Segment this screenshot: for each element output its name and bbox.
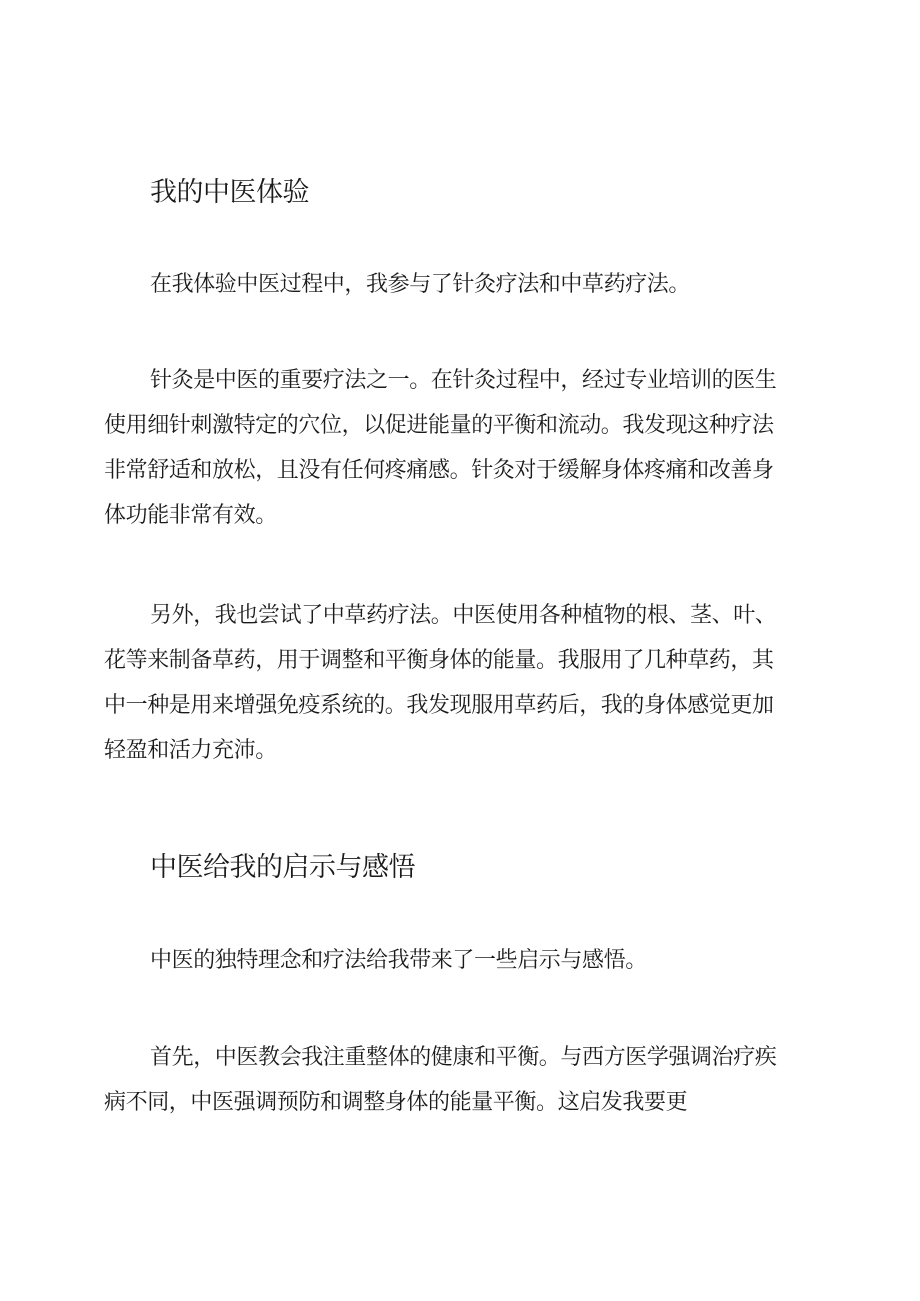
paragraph-line: 非常舒适和放松，且没有任何疼痛感。针灸对于缓解身体疼痛和改善身 (104, 458, 774, 483)
paragraph-first-point (104, 1035, 824, 1125)
paragraph-line: 针灸是中医的重要疗法之一。在针灸过程中，经过专业培训的医生 (150, 368, 777, 393)
paragraph-line: 中医的独特理念和疗法给我带来了一些启示与感悟。 (150, 948, 647, 973)
paragraph-line: 花等来制备草药，用于调整和平衡身体的能量。我服用了几种草药，其 (104, 648, 774, 673)
paragraph-line: 使用细针刺激特定的穴位，以促进能量的平衡和流动。我发现这种疗法 (104, 413, 774, 438)
paragraph-line: 轻盈和活力充沛。 (104, 738, 277, 763)
paragraph-line: 病不同，中医强调预防和调整身体的能量平衡。这启发我要更 (104, 1090, 688, 1115)
paragraph-line: 另外，我也尝试了中草药疗法。中医使用各种植物的根、茎、叶、 (150, 603, 777, 628)
paragraph-herbal-medicine (104, 593, 824, 773)
paragraph-line: 体功能非常有效。 (104, 503, 277, 528)
paragraph-intro (104, 262, 824, 307)
paragraph-acupuncture (104, 358, 824, 538)
paragraph-line: 首先，中医教会我注重整体的健康和平衡。与西方医学强调治疗疾 (150, 1045, 777, 1070)
paragraph-line: 在我体验中医过程中，我参与了针灸疗法和中草药疗法。 (150, 272, 691, 297)
paragraph-insights-intro (104, 938, 824, 983)
section-title-tcm-experience: 我的中医体验 (150, 177, 309, 208)
paragraph-line: 中一种是用来增强免疫系统的。我发现服用草药后，我的身体感觉更加 (104, 693, 774, 718)
section-title-insights: 中医给我的启示与感悟 (150, 852, 415, 883)
